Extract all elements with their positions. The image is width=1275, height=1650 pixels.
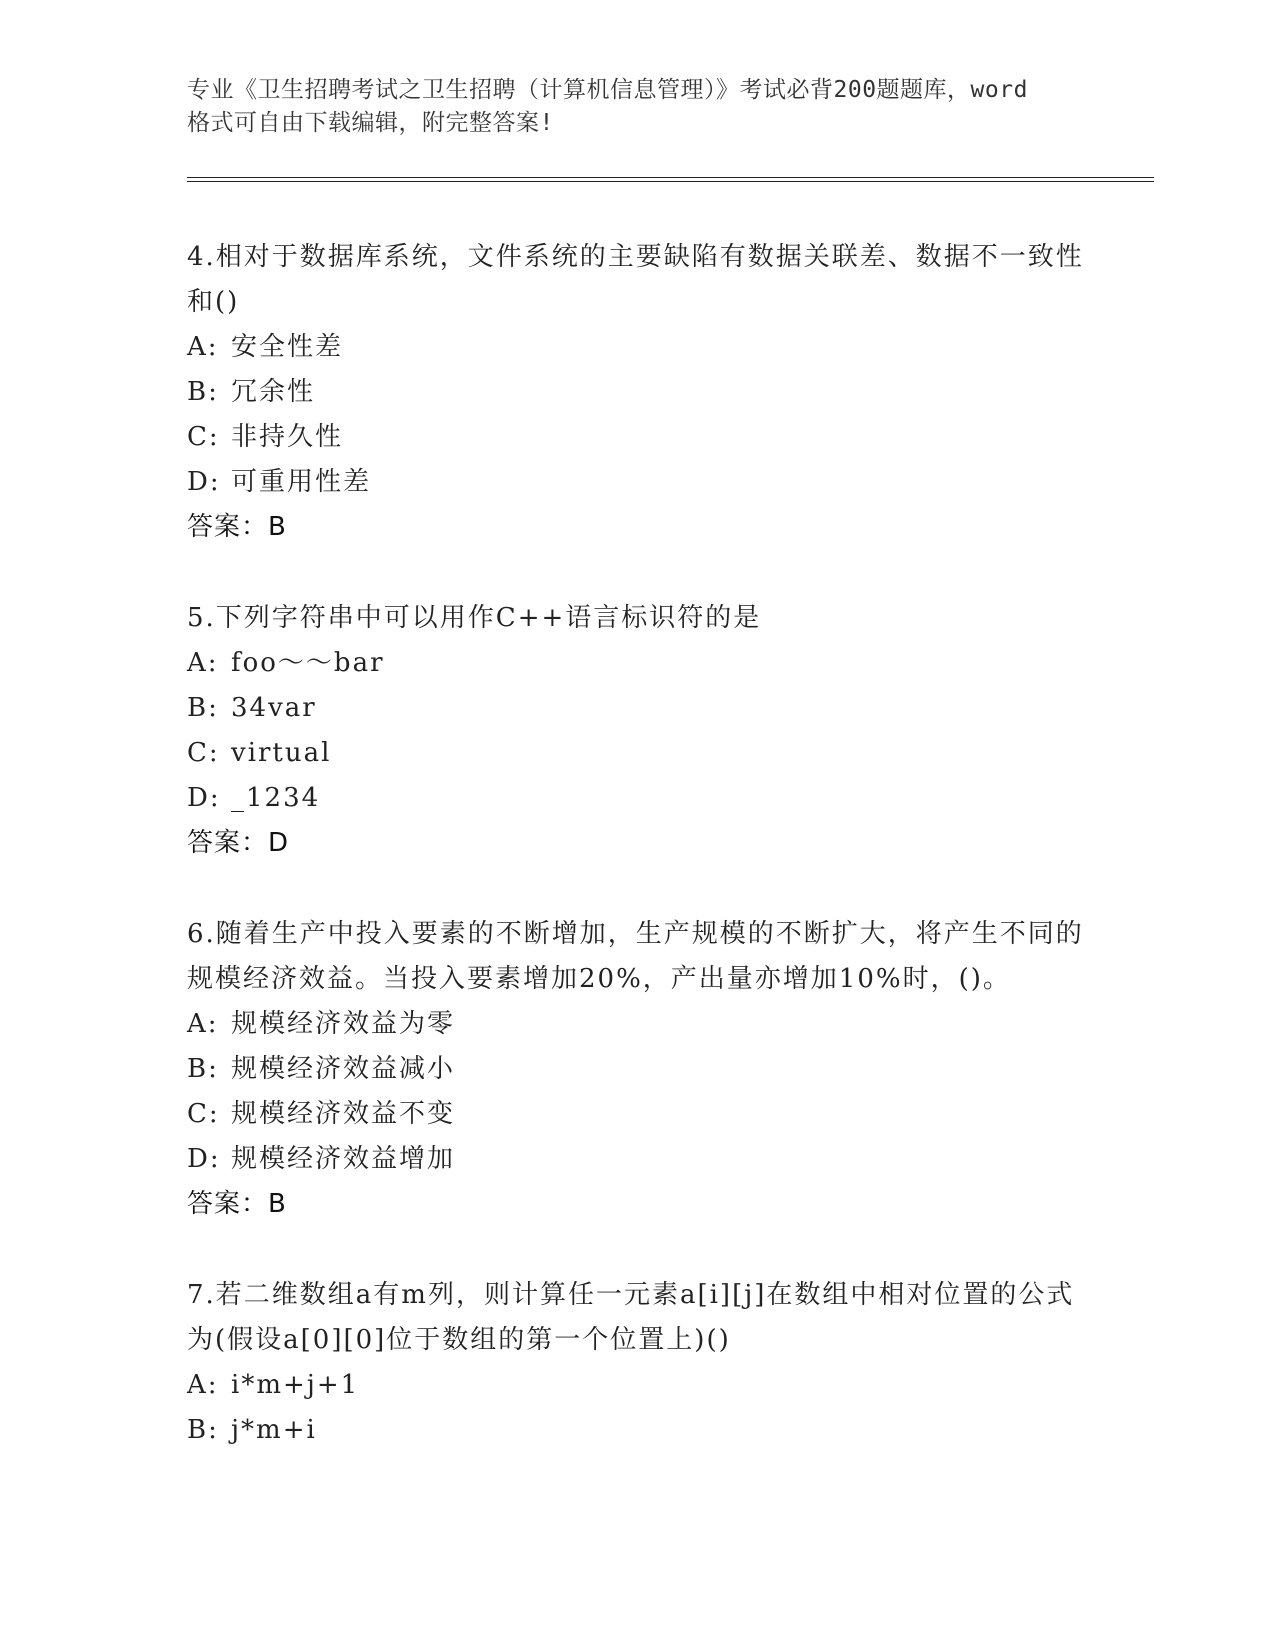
option-text: 冗余性 (231, 377, 316, 407)
option-c (187, 1092, 1087, 1137)
question-4 (187, 235, 1087, 550)
option-letter: D: (187, 783, 221, 813)
option-text: 规模经济效益为零 (231, 1009, 456, 1039)
answer-label: 答案：B (187, 512, 287, 542)
option-b (187, 1408, 1087, 1453)
option-text: 规模经济效益减小 (231, 1054, 456, 1084)
question-7 (187, 1273, 1087, 1453)
option-d (187, 460, 1087, 505)
header-line-1: 专业《卫生招聘考试之卫生招聘（计算机信息管理）》考试必背200题题库，word (187, 77, 1028, 103)
question-text: 5.下列字符串中可以用作C++语言标识符的是 (187, 603, 762, 633)
option-text: j*m+i (231, 1415, 317, 1445)
option-b (187, 686, 1087, 731)
question-text: 4.相对于数据库系统，文件系统的主要缺陷有数据关联差、数据不一致性和() (187, 242, 1084, 317)
option-a (187, 1363, 1087, 1408)
option-c (187, 731, 1087, 776)
option-text: foo～～bar (231, 648, 385, 678)
answer-label: 答案：D (187, 828, 290, 858)
option-text: i*m+j+1 (231, 1370, 360, 1400)
document-header (187, 74, 1087, 140)
option-letter: B: (187, 377, 219, 407)
option-letter: D: (187, 1144, 221, 1174)
option-d (187, 776, 1087, 821)
option-letter: B: (187, 693, 219, 723)
option-d (187, 1137, 1087, 1182)
option-letter: A: (187, 1009, 219, 1039)
option-text: 安全性差 (231, 332, 344, 362)
header-divider-top (187, 177, 1154, 178)
header-divider-bottom (187, 181, 1154, 182)
option-letter: A: (187, 1370, 219, 1400)
option-b (187, 370, 1087, 415)
answer-label: 答案：B (187, 1189, 287, 1219)
option-a (187, 641, 1087, 686)
question-list (187, 235, 1087, 1499)
header-line-2: 格式可自由下载编辑，附完整答案! (187, 110, 554, 136)
question-text: 7.若二维数组a有m列，则计算任一元素a[i][j]在数组中相对位置的公式为(假设a[0][0]位于数组的第一个位置上)() (187, 1280, 1075, 1355)
option-b (187, 1047, 1087, 1092)
option-c (187, 415, 1087, 460)
option-text: 规模经济效益增加 (231, 1144, 456, 1174)
option-letter: D: (187, 467, 221, 497)
question-6 (187, 912, 1087, 1227)
question-text: 6.随着生产中投入要素的不断增加，生产规模的不断扩大，将产生不同的规模经济效益。当投入要素增加20%，产出量亦增加10%时，()。 (187, 919, 1084, 994)
option-a (187, 325, 1087, 370)
option-a (187, 1002, 1087, 1047)
option-text: _1234 (231, 783, 321, 813)
option-letter: C: (187, 1099, 220, 1129)
option-letter: C: (187, 738, 220, 768)
option-text: 非持久性 (231, 422, 344, 452)
option-letter: A: (187, 648, 219, 678)
option-text: 规模经济效益不变 (231, 1099, 456, 1129)
option-text: 可重用性差 (231, 467, 372, 497)
option-text: 34var (231, 693, 317, 723)
option-letter: B: (187, 1415, 219, 1445)
option-text: virtual (231, 738, 332, 768)
option-letter: A: (187, 332, 219, 362)
option-letter: C: (187, 422, 220, 452)
option-letter: B: (187, 1054, 219, 1084)
question-5 (187, 596, 1087, 866)
